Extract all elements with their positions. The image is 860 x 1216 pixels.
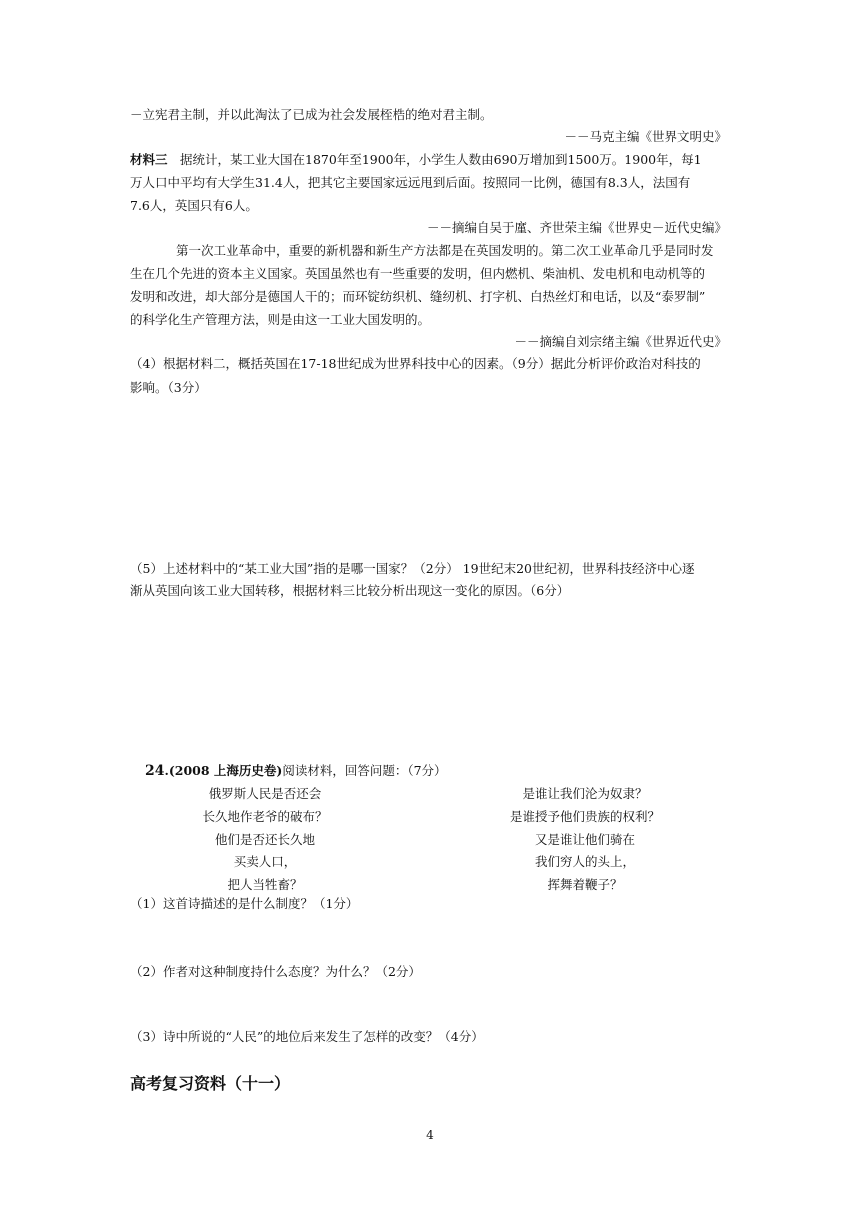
poem-left-line-1: 俄罗斯人民是否还会 xyxy=(208,786,322,801)
poem-right-line-3: 又是谁让他们骑在 xyxy=(534,832,635,847)
question-24-number: 24 xyxy=(145,763,165,779)
question-5-line-2: 渐从英国向该工业大国转移，根据材料三比较分析出现这一变化的原因。（6分） xyxy=(130,583,570,598)
citation-modern-history: －－摘编自刘宗绪主编《世界近代史》 xyxy=(514,334,727,349)
citation-world-history: －－摘编自吴于廑、齐世荣主编《世界史－近代史编》 xyxy=(426,220,727,235)
poem-left-line-5: 把人当牲畜？ xyxy=(227,877,303,892)
section-heading: 高考复习资料（十一） xyxy=(130,1074,291,1093)
question-4-line-2: 影响。（3分） xyxy=(130,380,207,395)
question-24-sub-1: （1）这首诗描述的是什么制度？（1分） xyxy=(130,896,359,911)
poem-right-line-2: 是谁授予他们贵族的权利？ xyxy=(509,809,660,824)
material-three-line-1 xyxy=(130,151,702,169)
question-24-header xyxy=(145,762,447,780)
material-three-label: 材料三 xyxy=(130,152,168,167)
material-three-para-2-line-2: 生在几个先进的资本主义国家。英国虽然也有一些重要的发明，但内燃机、柴油机、发电机和电动机等的 xyxy=(130,266,706,281)
poem-left-line-4: 买卖人口， xyxy=(233,854,297,869)
question-5-line-1: （5）上述材料中的“某工业大国”指的是哪一国家？（2分） 19世纪末20世纪初，世界科技经济中心逐 xyxy=(130,561,695,576)
question-24-prompt: 阅读材料，回答问题：（7分） xyxy=(282,763,447,778)
poem-left-line-3: 他们是否还长久地 xyxy=(214,832,315,847)
material-two-ending: －立宪君主制，并以此淘汰了已成为社会发展桎梏的绝对君主制。 xyxy=(130,107,493,122)
material-three-line-2: 万人口中平均有大学生31.4人，把其它主要国家远远甩到后面。按照同一比例，德国有8.3人，法国有 xyxy=(130,175,691,190)
material-three-para-2-line-1: 第一次工业革命中，重要的新机器和新生产方法都是在英国发明的。第二次工业革命几乎是同时发 xyxy=(176,243,714,258)
material-three-text: 据统计，某工业大国在1870年至1900年，小学生人数由690万增加到1500万。1900年，每1 xyxy=(167,152,702,167)
material-three-para-2-line-3: 发明和改进，却大部分是德国人干的；而环锭纺织机、缝纫机、打字机、白热丝灯和电话，以及“泰罗制” xyxy=(130,289,706,304)
poem-left-line-2: 长久地作老爷的破布？ xyxy=(202,809,328,824)
poem-right-line-1: 是谁让我们沦为奴隶？ xyxy=(522,786,648,801)
question-24-sub-3: （3）诗中所说的“人民”的地位后来发生了怎样的改变？（4分） xyxy=(130,1029,484,1044)
question-24-sub-2: （2）作者对这种制度持什么态度？为什么？（2分） xyxy=(130,964,421,979)
citation-world-civilization: －－马克主编《世界文明史》 xyxy=(564,129,727,144)
question-4-line-1: （4）根据材料二，概括英国在17-18世纪成为世界科技中心的因素。（9分）据此分析评价政治对科技的 xyxy=(130,356,701,371)
question-24-source: .(2008 上海历史卷) xyxy=(164,763,283,778)
page-number: 4 xyxy=(426,1128,434,1142)
material-three-para-2-line-4: 的科学化生产管理方法，则是由这一工业大国发明的。 xyxy=(130,312,431,327)
material-three-line-3: 7.6人，英国只有6人。 xyxy=(130,198,258,213)
poem-right-line-5: 挥舞着鞭子？ xyxy=(547,877,623,892)
poem-right-line-4: 我们穷人的头上， xyxy=(534,854,635,869)
